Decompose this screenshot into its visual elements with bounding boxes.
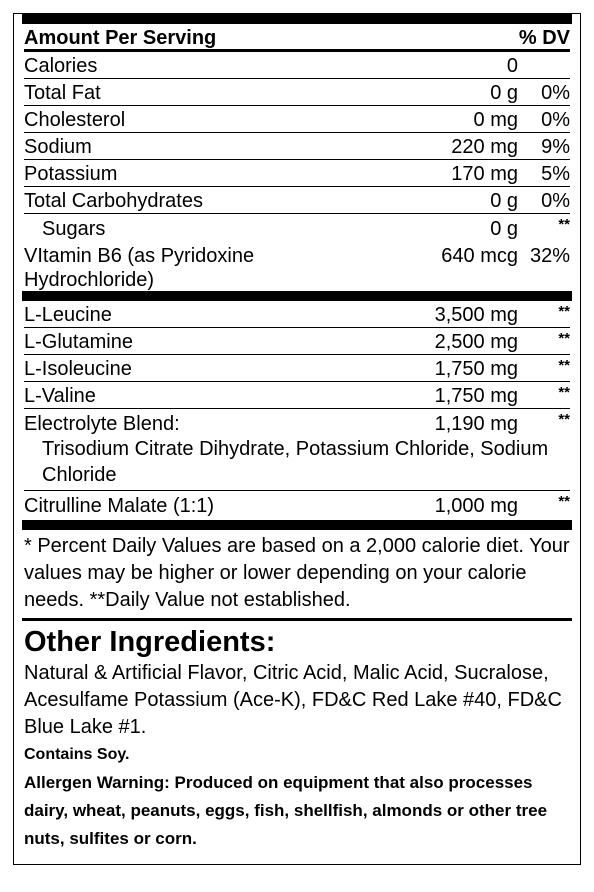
other-ingredients-title: Other Ingredients: — [24, 626, 276, 658]
nutrient-name: Cholesterol — [24, 109, 126, 131]
allergen-warning: Allergen Warning: Produced on equipment that also processes dairy, wheat, peanuts, eggs, fish, shellfish, almonds or other tree nuts, sulfites or corn. — [24, 773, 548, 848]
nutrient-amount: 640 mcg — [441, 245, 518, 267]
nutrient-dv: ** — [558, 216, 570, 233]
supplement-dv: ** — [558, 357, 570, 374]
nutrient-name: Calories — [24, 55, 98, 77]
supplement-amount: 1,750 mg — [434, 358, 518, 380]
supplement-row — [24, 491, 570, 518]
supplement-name: Electrolyte Blend: — [24, 413, 180, 435]
nutrient-dv: 0% — [541, 82, 570, 104]
supplement-amount: 3,500 mg — [434, 304, 518, 326]
supplement-row — [24, 382, 570, 409]
contains-statement: Contains Soy. — [24, 746, 130, 763]
nutrient-amount: 0 g — [490, 218, 518, 240]
nutrient-dv: 0% — [541, 190, 570, 212]
supplement-name: L-Leucine — [24, 304, 112, 326]
nutrient-row — [24, 133, 570, 160]
nutrient-name: Potassium — [24, 163, 118, 185]
supplement-name: L-Glutamine — [24, 331, 133, 353]
nutrient-amount: 0 — [506, 55, 518, 77]
nutrient-dv: 32% — [529, 245, 570, 267]
nutrient-dv: 5% — [541, 163, 570, 185]
nutrient-name: VItamin B6 (as Pyridoxine Hydrochloride) — [24, 245, 255, 291]
nutrient-row — [24, 187, 570, 214]
nutrient-dv: 0% — [541, 109, 570, 131]
supplement-dv: ** — [558, 493, 570, 510]
supplement-name: Citrulline Malate (1:1) — [24, 495, 215, 517]
top-thick-rule — [22, 14, 572, 24]
nutrient-name: Total Carbohydrates — [24, 190, 203, 212]
nutrient-name: Total Fat — [24, 82, 101, 104]
footnote-thick-rule — [22, 520, 572, 530]
nutrient-dv: 9% — [541, 136, 570, 158]
nutrient-amount: 0 mg — [473, 109, 518, 131]
supplement-dv: ** — [558, 411, 570, 428]
supplement-dv: ** — [558, 384, 570, 401]
electrolyte-components: Trisodium Citrate Dihydrate, Potassium Chloride, Sodium Chloride — [24, 436, 570, 491]
nutrient-row — [24, 160, 570, 187]
supplement-amount: 1,750 mg — [434, 385, 518, 407]
nutrient-amount: 0 g — [490, 82, 518, 104]
supplement-amount: 1,000 mg — [434, 495, 518, 517]
nutrient-name: Sodium — [24, 136, 92, 158]
table-header — [24, 24, 570, 52]
supplement-dv: ** — [558, 330, 570, 347]
supplement-dv: ** — [558, 303, 570, 320]
vitamin-b6-row — [24, 241, 570, 291]
supplement-row — [24, 355, 570, 382]
supplement-row — [24, 301, 570, 328]
supplement-row — [24, 328, 570, 355]
nutrient-row — [24, 106, 570, 133]
nutrient-row — [24, 79, 570, 106]
supplement-name: L-Valine — [24, 385, 96, 407]
nutrient-row — [24, 52, 570, 79]
nutrient-name: Sugars — [42, 218, 106, 240]
pct-dv-label: % DV — [518, 27, 570, 49]
supplement-amount: 2,500 mg — [434, 331, 518, 353]
nutrient-amount: 0 g — [490, 190, 518, 212]
amount-per-serving-label: Amount Per Serving — [24, 27, 217, 49]
supplement-amount: 1,190 mg — [434, 413, 518, 435]
supplement-name: L-Isoleucine — [24, 358, 132, 380]
nutrient-amount: 220 mg — [451, 136, 518, 158]
nutrient-row-sub — [24, 214, 570, 241]
nutrient-amount: 170 mg — [451, 163, 518, 185]
nutrition-facts-panel — [13, 13, 581, 865]
section-thick-rule — [22, 291, 572, 301]
supplement-row — [24, 409, 570, 436]
ingredients-rule — [22, 618, 572, 621]
daily-value-footnote: * Percent Daily Values are based on a 2,000 calorie diet. Your values may be higher or lower depending on your calorie needs. **Daily Value not established. — [24, 535, 570, 611]
other-ingredients-text: Natural & Artificial Flavor, Citric Acid, Malic Acid, Sucralose, Acesulfame Potassium (Ace-K), FD&C Red Lake #40, FD&C Blue Lake #1. — [24, 662, 562, 738]
